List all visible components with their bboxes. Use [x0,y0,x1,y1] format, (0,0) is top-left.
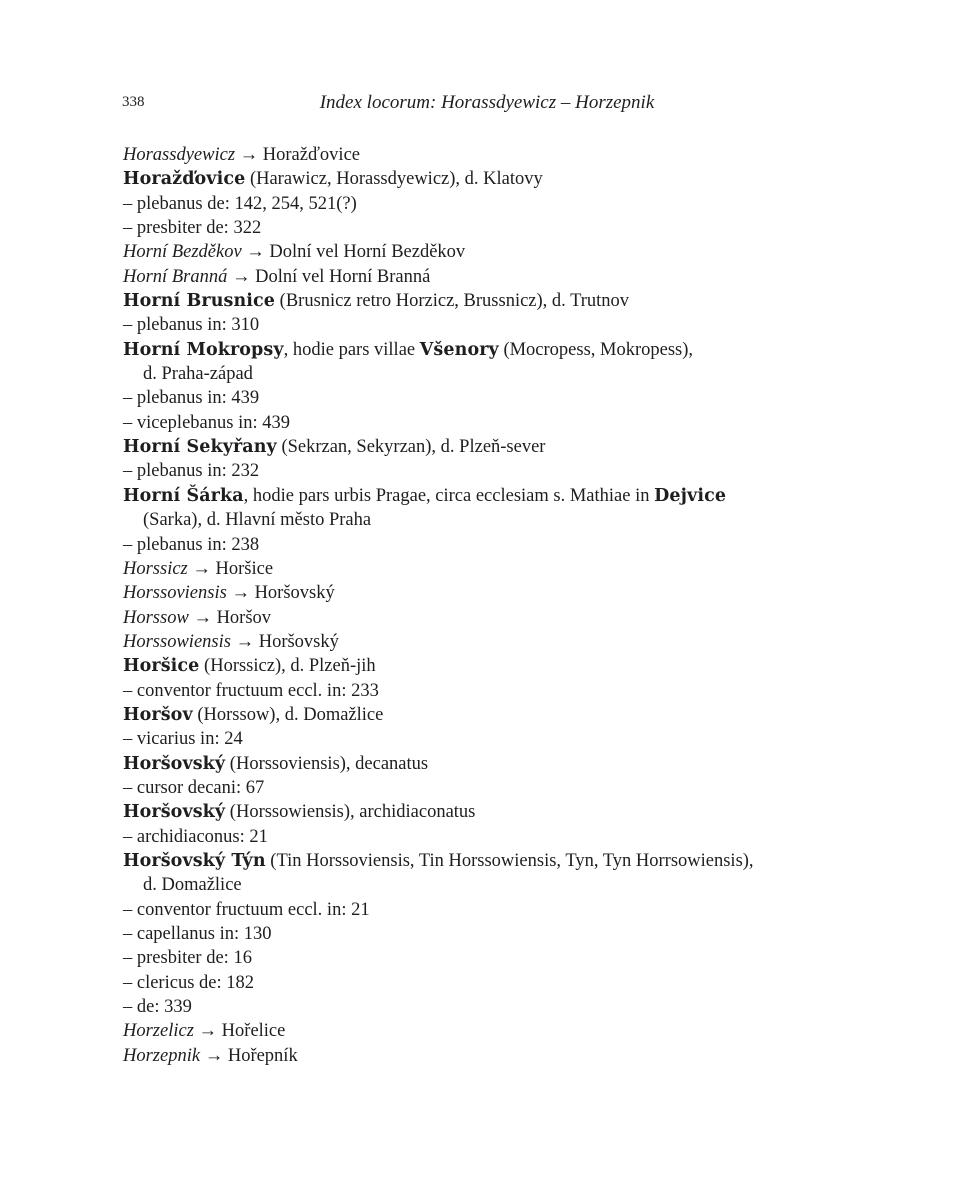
index-line [123,338,823,362]
index-line [123,800,823,824]
entry-text: (Tin Horssoviensis, Tin Horssowiensis, Tyn, Tyn Horrsowiensis), [265,850,754,871]
entry-text: , hodie pars villae [283,339,420,360]
entry-text: → Horažďovice [235,145,360,165]
headword: Dejvice [654,485,727,506]
entry-text: → Horšov [188,607,272,628]
index-line [123,727,823,751]
entry-text: – plebanus in: 439 [123,388,260,409]
index-line [123,679,823,703]
index-line [123,776,823,800]
entry-text: (Harawicz, Horassdyewicz), d. Klatovy [245,169,543,190]
index-line [123,143,823,167]
cross-reference-term: Horssicz [123,558,188,579]
entry-text: (Horssow), d. Domažlice [192,704,384,725]
index-line [123,435,823,459]
entry-text: (Horssowiensis), archidiaconatus [225,802,476,823]
entry-text: – presbiter de: 322 [123,218,262,239]
page-header [0,92,960,118]
entry-text: d. Praha-západ [143,364,253,385]
entry-text: (Sekrzan, Sekyrzan), d. Plzeň-sever [276,437,546,458]
index-line [123,1019,823,1043]
index-line [123,825,823,849]
index-line [123,411,823,435]
entry-text: – de: 339 [123,997,192,1018]
entry-text: → Horšovský [230,631,339,652]
index-line [123,995,823,1019]
entry-text: – conventor fructuum eccl. in: 233 [123,680,379,701]
entry-text: – plebanus in: 238 [123,534,260,555]
index-line [123,362,823,386]
entry-text: → Hořepník [200,1045,298,1066]
entry-text: → Horšice [187,558,274,579]
index-line [123,289,823,313]
index-line [123,508,823,532]
index-line [123,849,823,873]
entry-text: → Dolní vel Horní Branná [227,266,431,287]
entry-text: – plebanus in: 310 [123,315,260,336]
index-line [123,1044,823,1068]
index-line [123,922,823,946]
headword: Horní Brusnice [123,291,276,312]
index-line [123,484,823,508]
cross-reference-term: Horní Bezděkov [123,242,242,263]
page-number: 338 [122,94,145,110]
index-line [123,898,823,922]
entry-text: → Hořelice [193,1021,286,1042]
headword: Horšovský Týn [123,850,266,871]
entry-text: d. Domažlice [143,875,242,896]
index-line [123,459,823,483]
index-line [123,386,823,410]
entry-text: (Brusnicz retro Horzicz, Brussnicz), d. Trutnov [275,291,630,312]
index-line [123,167,823,191]
entry-text: – conventor fructuum eccl. in: 21 [123,899,370,920]
index-line [123,752,823,776]
index-line [123,873,823,897]
entry-text: – presbiter de: 16 [123,948,252,969]
index-line [123,703,823,727]
index-line [123,313,823,337]
entry-text: – vicarius in: 24 [123,729,243,750]
headword: Horšice [123,656,200,677]
index-line [123,581,823,605]
cross-reference-term: Horní Branná [123,266,228,287]
headword: Horšovský [123,802,226,823]
entry-text: , hodie pars urbis Pragae, circa ecclesiam s. Mathiae in [243,485,655,506]
entry-text: – clericus de: 182 [123,972,254,993]
entry-text: → Horšovský [226,583,335,604]
cross-reference-term: Horssowiensis [123,631,231,652]
index-line [123,606,823,630]
cross-reference-term: Horssoviensis [123,583,227,604]
headword: Horšovský [123,753,226,774]
index-line [123,216,823,240]
index-line [123,654,823,678]
headword: Horní Mokropsy [123,339,284,360]
entry-text: (Horssoviensis), decanatus [225,753,429,774]
index-line [123,557,823,581]
entry-text: – capellanus in: 130 [123,924,272,944]
entry-text: – plebanus in: 232 [123,461,260,482]
entry-text: – archidiaconus: 21 [123,826,268,847]
cross-reference-term: Horassdyewicz [123,145,236,165]
entry-text: – plebanus de: 142, 254, 521(?) [123,193,357,214]
index-line [123,533,823,557]
index-line [123,971,823,995]
index-line [123,240,823,264]
index-line [123,265,823,289]
headword: Horažďovice [123,169,246,190]
entry-text: (Mocropess, Mokropess), [498,339,694,360]
entry-text: (Horssicz), d. Plzeň-jih [199,656,376,677]
headword: Horní Sekyřany [123,437,277,458]
cross-reference-term: Horzelicz [123,1021,194,1042]
cross-reference-term: Horzepnik [123,1045,201,1066]
entry-text: (Sarka), d. Hlavní město Praha [143,510,372,531]
headword: Horšov [123,704,193,725]
cross-reference-term: Horssow [123,607,189,628]
entry-text: → Dolní vel Horní Bezděkov [241,242,466,263]
index-line [123,630,823,654]
running-title: Index locorum: Horassdyewicz – Horzepnik [319,92,655,113]
index-entries [123,143,823,1068]
headword: Horní Šárka [123,485,244,506]
entry-text: – viceplebanus in: 439 [123,412,290,433]
index-line [123,946,823,970]
entry-text: – cursor decani: 67 [123,777,265,798]
index-line [123,192,823,216]
headword: Všenory [419,339,499,360]
